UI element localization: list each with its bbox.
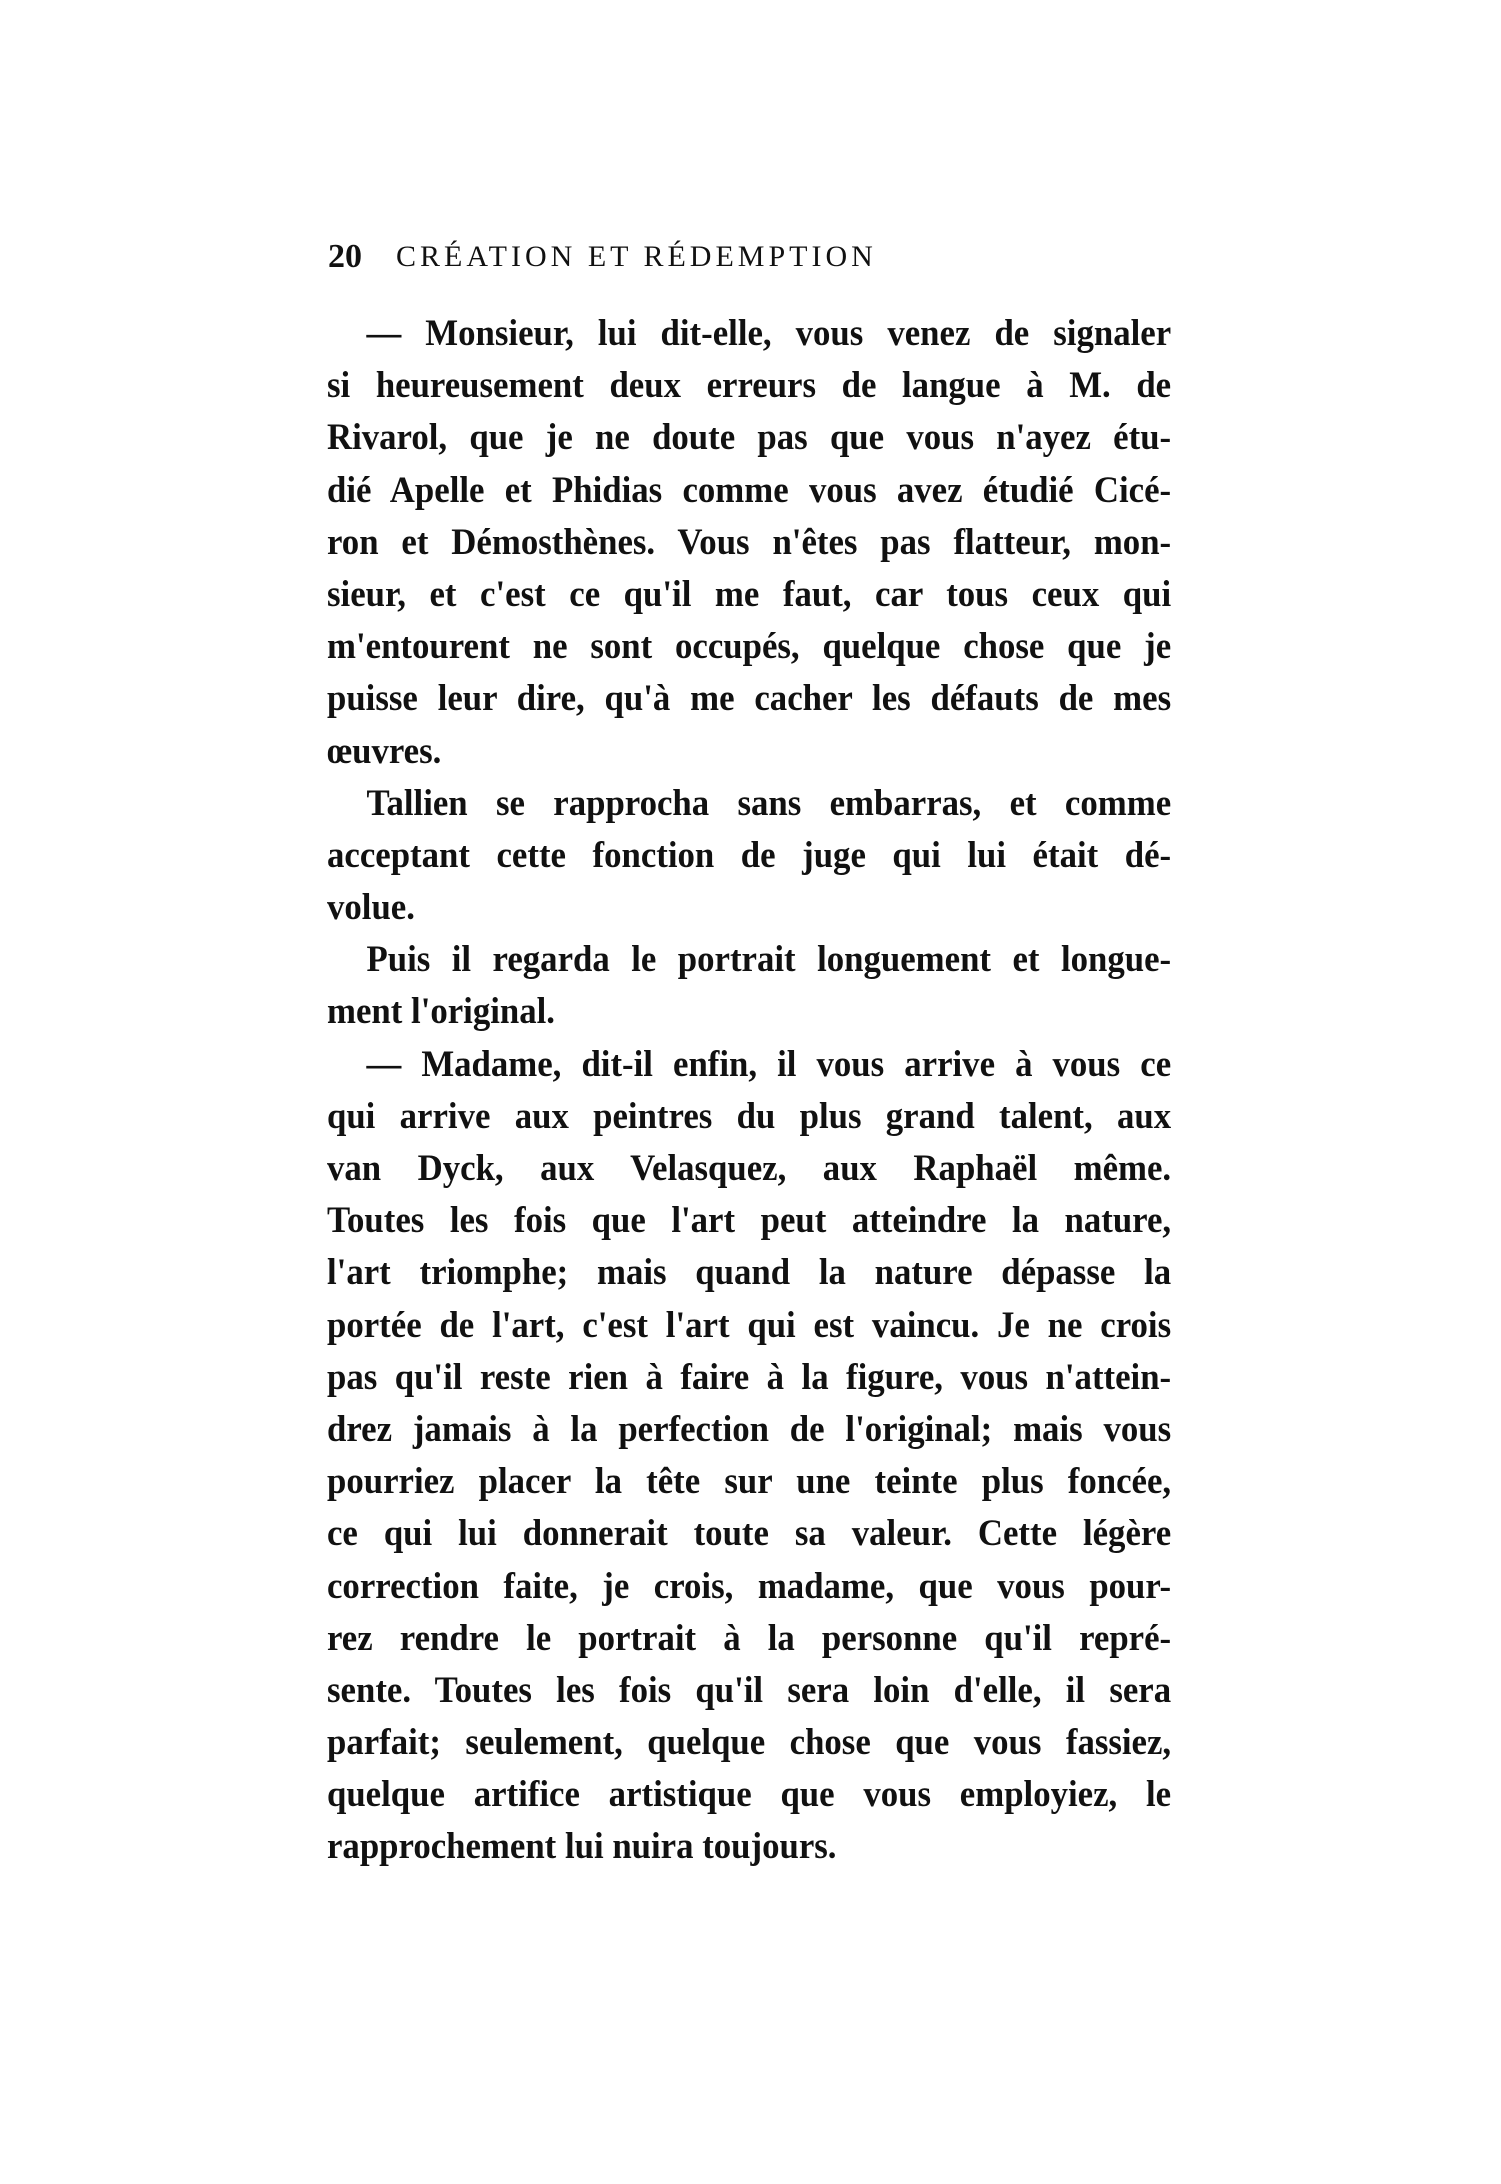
text-line: quelque artifice artistique que vous employiez, le [327, 1774, 1172, 1816]
text-line: m'entourent ne sont occupés, quelque chose que je [327, 626, 1172, 668]
text-line: volue. [327, 887, 415, 929]
page-number: 20 [328, 238, 362, 275]
text-line: — Madame, dit-il enfin, il vous arrive à vous ce [366, 1043, 1172, 1085]
text-line: sieur, et c'est ce qu'il me faut, car tous ceux qui [327, 573, 1172, 615]
text-line: Rivarol, que je ne doute pas que vous n'ayez étu- [327, 417, 1172, 459]
text-line: sente. Toutes les fois qu'il sera loin d'elle, il sera [327, 1669, 1172, 1711]
text-line: l'art triomphe; mais quand la nature dépasse la [327, 1252, 1172, 1294]
text-line: correction faite, je crois, madame, que vous pour- [327, 1565, 1172, 1607]
text-line: van Dyck, aux Velasquez, aux Raphaël même. [327, 1148, 1172, 1189]
text-line: ce qui lui donnerait toute sa valeur. Cette légère [327, 1513, 1172, 1555]
text-line: ron et Démosthènes. Vous n'êtes pas flatteur, mon- [327, 521, 1172, 563]
text-line: rez rendre le portrait à la personne qu'il repré- [327, 1617, 1172, 1659]
text-line: Puis il regarda le portrait longuement et longue- [366, 939, 1172, 981]
text-line: — Monsieur, lui dit-elle, vous venez de signaler [366, 313, 1172, 354]
text-line: dié Apelle et Phidias comme vous avez étudié Cicé- [327, 469, 1172, 511]
text-line: acceptant cette fonction de juge qui lui était dé- [327, 834, 1172, 876]
text-line: pas qu'il reste rien à faire à la figure, vous n'attein- [327, 1356, 1172, 1398]
text-line: portée de l'art, c'est l'art qui est vaincu. Je ne crois [327, 1304, 1172, 1346]
text-line: ment l'original. [327, 991, 555, 1033]
text-line: Toutes les fois que l'art peut atteindre la nature, [327, 1200, 1172, 1242]
text-line: rapprochement lui nuira toujours. [327, 1826, 837, 1868]
body-text [327, 308, 1171, 1874]
text-line: si heureusement deux erreurs de langue à M. de [327, 365, 1172, 407]
running-header [328, 238, 1048, 282]
text-line: qui arrive aux peintres du plus grand talent, aux [327, 1095, 1172, 1137]
text-line: pourriez placer la tête sur une teinte plus foncée, [327, 1461, 1172, 1503]
running-title: CRÉATION ET RÉDEMPTION [396, 240, 877, 273]
text-line: Tallien se rapprocha sans embarras, et comme [366, 782, 1172, 824]
text-line: œuvres. [327, 730, 442, 772]
text-line: parfait; seulement, quelque chose que vous fassiez, [327, 1722, 1172, 1764]
text-line: puisse leur dire, qu'à me cacher les défauts de mes [327, 678, 1172, 720]
text-line: drez jamais à la perfection de l'original; mais vous [327, 1408, 1172, 1450]
